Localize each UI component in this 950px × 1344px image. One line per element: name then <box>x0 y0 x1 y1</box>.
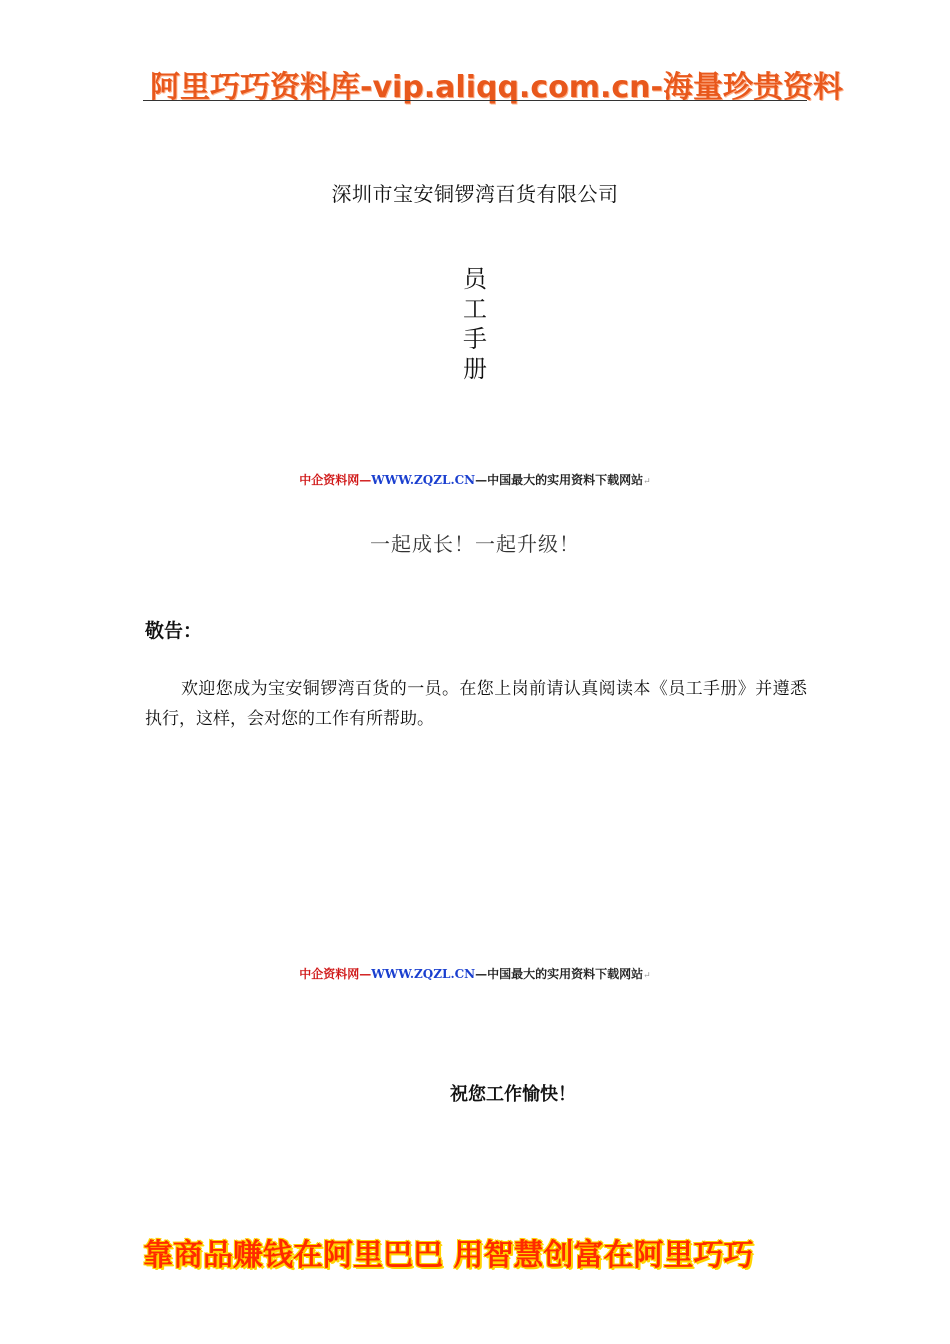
paragraph-mark-icon: ↵ <box>643 477 651 487</box>
title-char: 工 <box>463 295 487 323</box>
ad-tagline: —中国最大的实用资料下载网站 <box>475 967 644 981</box>
title-char: 册 <box>463 355 487 383</box>
paragraph-mark-icon: ↵ <box>643 971 651 981</box>
notice-body: 欢迎您成为宝安铜锣湾百货的一员。在您上岗前请认真阅读本《员工手册》并遵悉执行，这样，会对您的工作有所帮助。 <box>145 679 807 729</box>
title-char: 员 <box>463 265 487 293</box>
slogan: 一起成长！一起升级！ <box>370 532 580 556</box>
company-name: 深圳市宝安铜锣湾百货有限公司 <box>331 182 619 206</box>
ad-tagline: —中国最大的实用资料下载网站 <box>475 473 644 487</box>
ad-url-link[interactable]: WWW.ZQZL.CN <box>371 473 476 487</box>
ad-line-bottom <box>0 965 950 982</box>
notice-heading: 敬告： <box>145 620 203 642</box>
header-banner: 阿里巧巧资料库-vip.aliqq.com.cn-海量珍贵资料 <box>150 70 843 105</box>
closing-line: 祝您工作愉快！ <box>450 1084 576 1105</box>
header-rule <box>143 100 807 101</box>
ad-site-name: 中企资料网— <box>299 473 372 487</box>
manual-title <box>460 264 490 384</box>
ad-line-top <box>0 471 950 488</box>
title-char: 手 <box>463 325 487 353</box>
footer-banner: 靠商品赚钱在阿里巴巴 用智慧创富在阿里巧巧 <box>143 1238 754 1273</box>
ad-site-name: 中企资料网— <box>299 967 372 981</box>
ad-url-link[interactable]: WWW.ZQZL.CN <box>371 967 476 981</box>
